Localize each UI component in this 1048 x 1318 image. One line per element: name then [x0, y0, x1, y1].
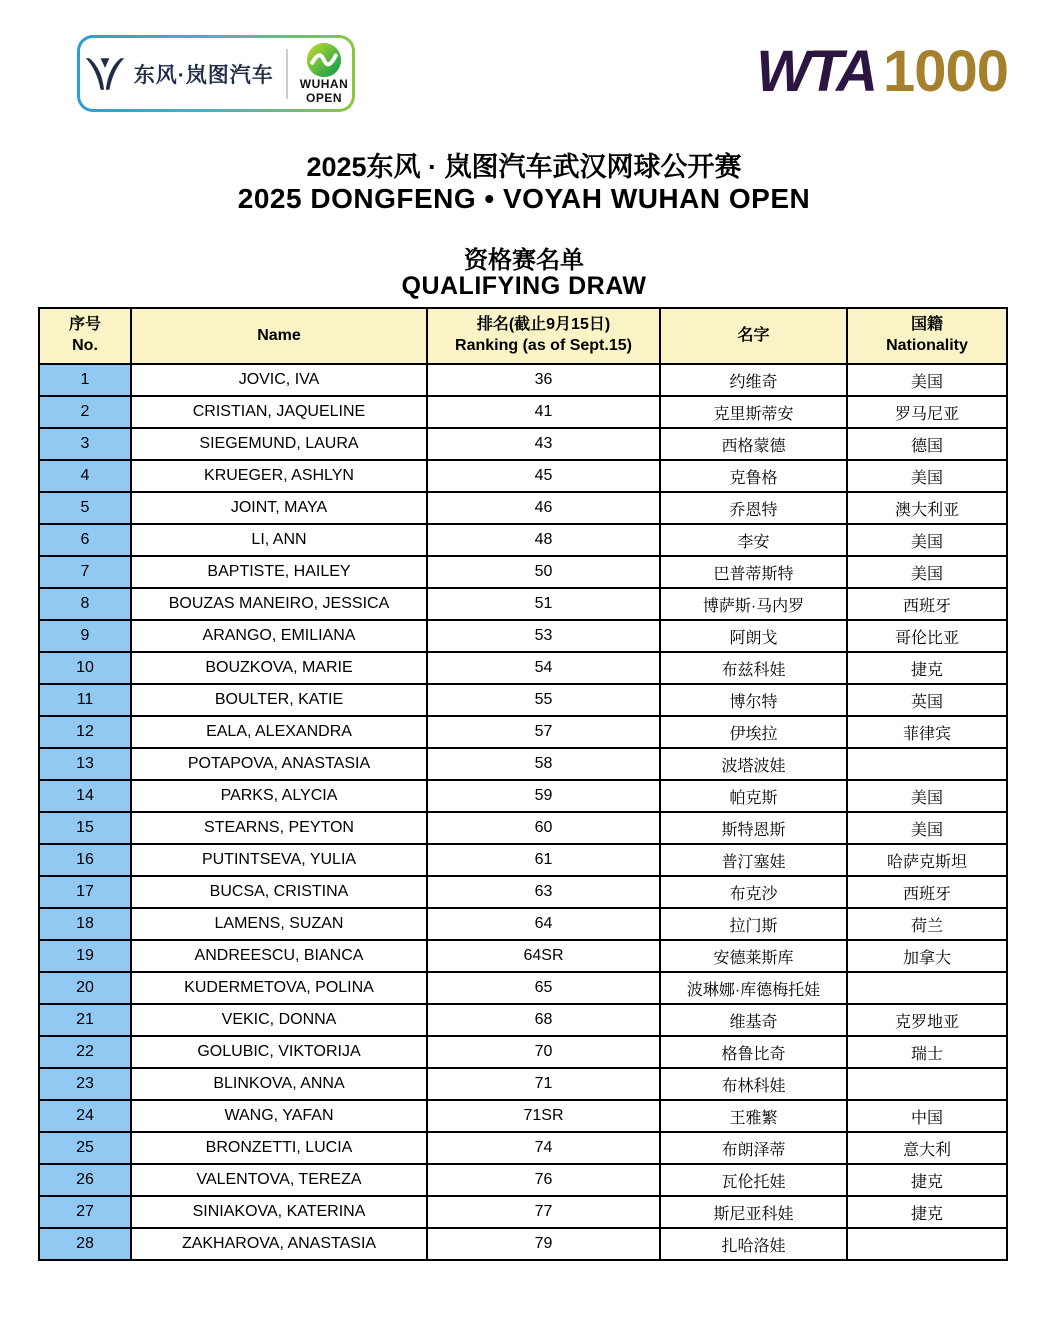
player-name-cell: LAMENS, SUZAN: [131, 908, 427, 940]
column-header-nationality: [847, 308, 1007, 364]
chinese-name-cell: 维基奇: [660, 1004, 847, 1036]
row-number-cell: 7: [39, 556, 131, 588]
player-name-cell: ANDREESCU, BIANCA: [131, 940, 427, 972]
nationality-cell: [847, 972, 1007, 1004]
table-row: [39, 1036, 1007, 1068]
table-row: [39, 1068, 1007, 1100]
table-row: [39, 588, 1007, 620]
ranking-cell: 41: [427, 396, 660, 428]
nationality-cell: 美国: [847, 556, 1007, 588]
ranking-cell: 74: [427, 1132, 660, 1164]
row-number-cell: 5: [39, 492, 131, 524]
row-number-cell: 2: [39, 396, 131, 428]
column-header-nationality-en: Nationality: [886, 337, 968, 354]
nationality-cell: 荷兰: [847, 908, 1007, 940]
chinese-name-cell: 布朗泽蒂: [660, 1132, 847, 1164]
nationality-cell: [847, 1228, 1007, 1260]
table-row: [39, 492, 1007, 524]
row-number-cell: 12: [39, 716, 131, 748]
nationality-cell: [847, 748, 1007, 780]
ranking-cell: 51: [427, 588, 660, 620]
table-row: [39, 844, 1007, 876]
row-number-cell: 1: [39, 364, 131, 396]
table-row: [39, 652, 1007, 684]
player-name-cell: STEARNS, PEYTON: [131, 812, 427, 844]
chinese-name-cell: 博尔特: [660, 684, 847, 716]
nationality-cell: 英国: [847, 684, 1007, 716]
player-name-cell: GOLUBIC, VIKTORIJA: [131, 1036, 427, 1068]
row-number-cell: 6: [39, 524, 131, 556]
column-header-no: [39, 308, 131, 364]
column-header-chinese-name: [660, 308, 847, 364]
nationality-cell: 捷克: [847, 652, 1007, 684]
nationality-cell: 澳大利亚: [847, 492, 1007, 524]
nationality-cell: 美国: [847, 780, 1007, 812]
ranking-cell: 53: [427, 620, 660, 652]
wta-tier-text: 1000: [882, 39, 1008, 104]
row-number-cell: 25: [39, 1132, 131, 1164]
player-name-cell: VEKIC, DONNA: [131, 1004, 427, 1036]
chinese-name-cell: 王雅繁: [660, 1100, 847, 1132]
table-row: [39, 876, 1007, 908]
table-row: [39, 460, 1007, 492]
ranking-cell: 71: [427, 1068, 660, 1100]
nationality-cell: 美国: [847, 524, 1007, 556]
nationality-cell: 西班牙: [847, 588, 1007, 620]
table-row: [39, 908, 1007, 940]
table-row: [39, 780, 1007, 812]
chinese-name-cell: 布兹科娃: [660, 652, 847, 684]
event-title-chinese: 2025东风 · 岚图汽车武汉网球公开赛: [306, 152, 742, 182]
table-row: [39, 428, 1007, 460]
row-number-cell: 19: [39, 940, 131, 972]
wuhan-open-text-line1: WUHAN: [299, 77, 349, 92]
chinese-name-cell: 博萨斯·马内罗: [660, 588, 847, 620]
player-name-cell: POTAPOVA, ANASTASIA: [131, 748, 427, 780]
player-name-cell: BOUZAS MANEIRO, JESSICA: [131, 588, 427, 620]
nationality-cell: 美国: [847, 812, 1007, 844]
row-number-cell: 28: [39, 1228, 131, 1260]
sponsor-logo-panel: [77, 35, 355, 112]
row-number-cell: 24: [39, 1100, 131, 1132]
table-row: [39, 748, 1007, 780]
nationality-cell: 加拿大: [847, 940, 1007, 972]
chinese-name-cell: 巴普蒂斯特: [660, 556, 847, 588]
column-header-name: [131, 308, 427, 364]
chinese-name-cell: 安德莱斯库: [660, 940, 847, 972]
table-row: [39, 396, 1007, 428]
player-name-cell: ARANGO, EMILIANA: [131, 620, 427, 652]
draw-subtitle-chinese: 资格赛名单: [464, 247, 584, 274]
player-name-cell: KUDERMETOVA, POLINA: [131, 972, 427, 1004]
row-number-cell: 21: [39, 1004, 131, 1036]
player-name-cell: LI, ANN: [131, 524, 427, 556]
wuhan-open-logo: [300, 42, 349, 104]
chinese-name-cell: 乔恩特: [660, 492, 847, 524]
table-row: [39, 1196, 1007, 1228]
qualifying-draw-table: [38, 307, 1008, 1261]
chinese-name-cell: 约维奇: [660, 364, 847, 396]
ranking-cell: 46: [427, 492, 660, 524]
player-name-cell: EALA, ALEXANDRA: [131, 716, 427, 748]
row-number-cell: 23: [39, 1068, 131, 1100]
player-name-cell: JOVIC, IVA: [131, 364, 427, 396]
chinese-name-cell: 李安: [660, 524, 847, 556]
table-row: [39, 1164, 1007, 1196]
column-header-no-zh: 序号: [68, 316, 101, 334]
chinese-name-cell: 瓦伦托娃: [660, 1164, 847, 1196]
ranking-cell: 61: [427, 844, 660, 876]
nationality-cell: 哥伦比亚: [847, 620, 1007, 652]
draw-subtitle-english: QUALIFYING DRAW: [401, 272, 647, 300]
chinese-name-cell: 扎哈洛娃: [660, 1228, 847, 1260]
nationality-cell: 美国: [847, 364, 1007, 396]
table-row: [39, 684, 1007, 716]
table-row: [39, 716, 1007, 748]
table-row: [39, 556, 1007, 588]
chinese-name-cell: 拉门斯: [660, 908, 847, 940]
column-header-ranking-en: Ranking (as of Sept.15): [455, 337, 632, 354]
row-number-cell: 3: [39, 428, 131, 460]
chinese-name-cell: 布林科娃: [660, 1068, 847, 1100]
row-number-cell: 9: [39, 620, 131, 652]
row-number-cell: 17: [39, 876, 131, 908]
column-header-name-label: Name: [257, 326, 301, 344]
player-name-cell: VALENTOVA, TEREZA: [131, 1164, 427, 1196]
table-row: [39, 524, 1007, 556]
nationality-cell: 德国: [847, 428, 1007, 460]
ranking-cell: 58: [427, 748, 660, 780]
ranking-cell: 45: [427, 460, 660, 492]
ranking-cell: 79: [427, 1228, 660, 1260]
sponsor-logo-inner: [80, 38, 352, 109]
table-row: [39, 1004, 1007, 1036]
table-row: [39, 940, 1007, 972]
ranking-cell: 55: [427, 684, 660, 716]
logo-divider: [286, 49, 288, 99]
ranking-cell: 70: [427, 1036, 660, 1068]
chinese-name-cell: 普汀塞娃: [660, 844, 847, 876]
nationality-cell: 西班牙: [847, 876, 1007, 908]
chinese-name-cell: 格鲁比奇: [660, 1036, 847, 1068]
column-header-nationality-zh: 国籍: [910, 316, 943, 334]
player-name-cell: BAPTISTE, HAILEY: [131, 556, 427, 588]
row-number-cell: 10: [39, 652, 131, 684]
row-number-cell: 26: [39, 1164, 131, 1196]
ranking-cell: 50: [427, 556, 660, 588]
chinese-name-cell: 西格蒙德: [660, 428, 847, 460]
sponsor-brand-text: 东风·岚图汽车: [133, 63, 274, 87]
chinese-name-cell: 斯尼亚科娃: [660, 1196, 847, 1228]
row-number-cell: 15: [39, 812, 131, 844]
nationality-cell: 哈萨克斯坦: [847, 844, 1007, 876]
wta-logo-text: WTA: [756, 39, 875, 104]
ranking-cell: 64SR: [427, 940, 660, 972]
row-number-cell: 20: [39, 972, 131, 1004]
nationality-cell: 克罗地亚: [847, 1004, 1007, 1036]
nationality-cell: 捷克: [847, 1196, 1007, 1228]
row-number-cell: 27: [39, 1196, 131, 1228]
column-header-chinese-name-label: 名字: [737, 326, 770, 344]
ranking-cell: 60: [427, 812, 660, 844]
ranking-cell: 68: [427, 1004, 660, 1036]
player-name-cell: KRUEGER, ASHLYN: [131, 460, 427, 492]
row-number-cell: 16: [39, 844, 131, 876]
chinese-name-cell: 布克沙: [660, 876, 847, 908]
row-number-cell: 13: [39, 748, 131, 780]
wuhan-open-ball-icon: [306, 42, 342, 78]
player-name-cell: BUCSA, CRISTINA: [131, 876, 427, 908]
chinese-name-cell: 克鲁格: [660, 460, 847, 492]
chinese-name-cell: 克里斯蒂安: [660, 396, 847, 428]
ranking-cell: 54: [427, 652, 660, 684]
player-name-cell: BLINKOVA, ANNA: [131, 1068, 427, 1100]
ranking-cell: 64: [427, 908, 660, 940]
table-row: [39, 1228, 1007, 1260]
nationality-cell: 瑞士: [847, 1036, 1007, 1068]
player-name-cell: SIEGEMUND, LAURA: [131, 428, 427, 460]
ranking-cell: 63: [427, 876, 660, 908]
chinese-name-cell: 伊埃拉: [660, 716, 847, 748]
ranking-cell: 77: [427, 1196, 660, 1228]
nationality-cell: 菲律宾: [847, 716, 1007, 748]
nationality-cell: 意大利: [847, 1132, 1007, 1164]
chinese-name-cell: 波琳娜·库德梅托娃: [660, 972, 847, 1004]
ranking-cell: 59: [427, 780, 660, 812]
event-title-english: 2025 DONGFENG • VOYAH WUHAN OPEN: [237, 183, 811, 214]
chinese-name-cell: 阿朗戈: [660, 620, 847, 652]
ranking-cell: 48: [427, 524, 660, 556]
player-name-cell: CRISTIAN, JAQUELINE: [131, 396, 427, 428]
voyah-logo-icon: [84, 56, 126, 92]
player-name-cell: PARKS, ALYCIA: [131, 780, 427, 812]
ranking-cell: 76: [427, 1164, 660, 1196]
nationality-cell: 中国: [847, 1100, 1007, 1132]
row-number-cell: 8: [39, 588, 131, 620]
ranking-cell: 65: [427, 972, 660, 1004]
player-name-cell: BOUZKOVA, MARIE: [131, 652, 427, 684]
wuhan-open-text-line2: OPEN: [305, 90, 342, 105]
row-number-cell: 18: [39, 908, 131, 940]
chinese-name-cell: 波塔波娃: [660, 748, 847, 780]
ranking-cell: 57: [427, 716, 660, 748]
table-row: [39, 972, 1007, 1004]
chinese-name-cell: 斯特恩斯: [660, 812, 847, 844]
player-name-cell: PUTINTSEVA, YULIA: [131, 844, 427, 876]
chinese-name-cell: 帕克斯: [660, 780, 847, 812]
player-name-cell: ZAKHAROVA, ANASTASIA: [131, 1228, 427, 1260]
row-number-cell: 14: [39, 780, 131, 812]
ranking-cell: 71SR: [427, 1100, 660, 1132]
player-name-cell: BRONZETTI, LUCIA: [131, 1132, 427, 1164]
ranking-cell: 43: [427, 428, 660, 460]
nationality-cell: 罗马尼亚: [847, 396, 1007, 428]
player-name-cell: WANG, YAFAN: [131, 1100, 427, 1132]
player-name-cell: SINIAKOVA, KATERINA: [131, 1196, 427, 1228]
nationality-cell: 美国: [847, 460, 1007, 492]
player-name-cell: BOULTER, KATIE: [131, 684, 427, 716]
nationality-cell: 捷克: [847, 1164, 1007, 1196]
nationality-cell: [847, 1068, 1007, 1100]
column-header-ranking-zh: 排名(截止9月15日): [476, 316, 611, 334]
ranking-cell: 36: [427, 364, 660, 396]
table-row: [39, 812, 1007, 844]
wta-1000-logo: [756, 38, 1008, 105]
table-body: [39, 364, 1007, 1260]
table-header-row: [39, 308, 1007, 364]
table-row: [39, 364, 1007, 396]
table-row: [39, 620, 1007, 652]
player-name-cell: JOINT, MAYA: [131, 492, 427, 524]
row-number-cell: 11: [39, 684, 131, 716]
table-row: [39, 1132, 1007, 1164]
row-number-cell: 4: [39, 460, 131, 492]
column-header-ranking: [427, 308, 660, 364]
row-number-cell: 22: [39, 1036, 131, 1068]
column-header-no-en: No.: [72, 337, 98, 354]
table-row: [39, 1100, 1007, 1132]
